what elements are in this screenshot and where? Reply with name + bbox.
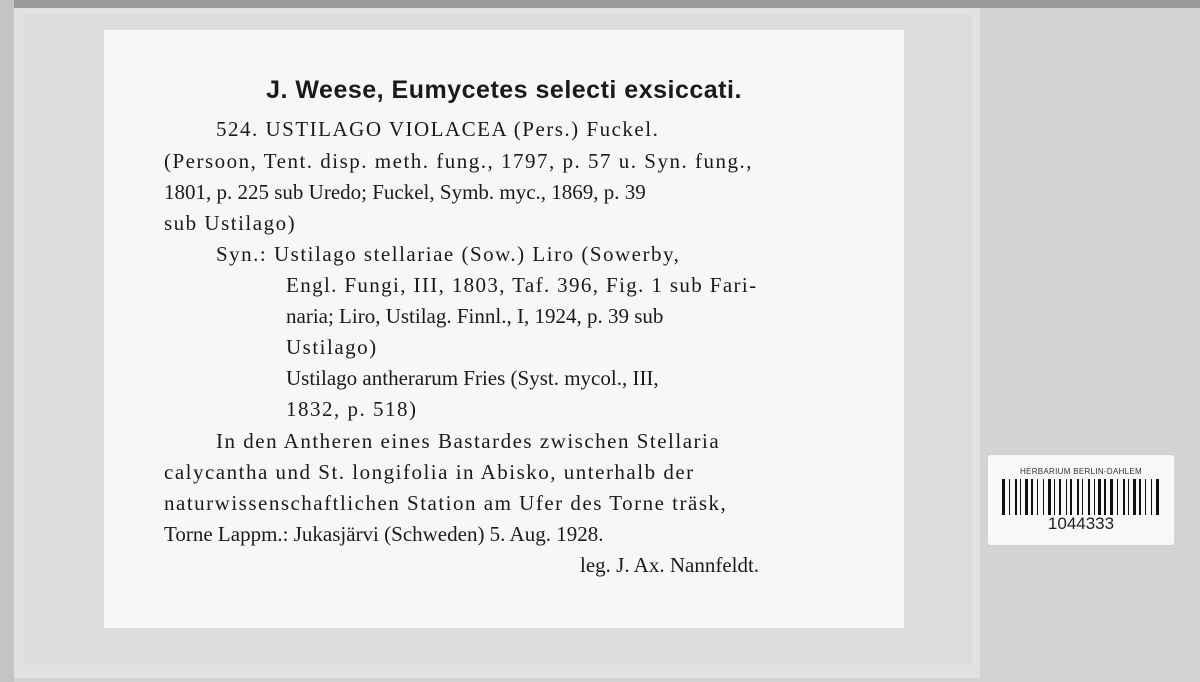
barcode-bar xyxy=(1043,479,1044,515)
barcode-bar xyxy=(1145,479,1146,515)
label-title: J. Weese, Eumycetes selecti exsiccati. xyxy=(266,76,742,104)
synonym-line-5: Ustilago antherarum Fries (Syst. mycol., III, xyxy=(286,366,659,390)
top-edge-strip xyxy=(0,0,1200,8)
locality-line-3: naturwissenschaftlichen Station am Ufer des Torne träsk, xyxy=(164,491,728,515)
barcode-bar xyxy=(1031,479,1033,515)
citation-line-2: 1801, p. 225 sub Uredo; Fuckel, Symb. myc., 1869, p. 39 xyxy=(164,180,646,204)
barcode-bar xyxy=(1094,479,1095,515)
barcode-header: HERBARIUM BERLIN-DAHLEM xyxy=(1019,467,1143,476)
barcode-bar xyxy=(1009,479,1010,515)
barcode-bar xyxy=(1117,479,1118,515)
citation-line-1: (Persoon, Tent. disp. meth. fung., 1797, p. 57 u. Syn. fung., xyxy=(164,149,753,173)
barcode-label xyxy=(988,455,1174,545)
barcode-number: 1044333 xyxy=(1047,514,1115,533)
barcode-bar xyxy=(1098,479,1101,515)
barcode-bars xyxy=(1002,479,1160,515)
barcode-bar xyxy=(1104,479,1106,515)
barcode-bar xyxy=(1077,479,1079,515)
barcode-bar xyxy=(1088,479,1090,515)
locality-line-4: Torne Lappm.: Jukasjärvi (Schweden) 5. Aug. 1928. xyxy=(164,522,604,546)
barcode-bar xyxy=(1070,479,1072,515)
barcode-bar xyxy=(1156,479,1159,515)
collector-line: leg. J. Ax. Nannfeldt. xyxy=(580,553,760,577)
barcode-bar xyxy=(1128,479,1129,515)
barcode-bar xyxy=(1123,479,1125,515)
barcode-bar xyxy=(1110,479,1113,515)
barcode-bar xyxy=(1139,479,1141,515)
specimen-label xyxy=(104,30,904,628)
left-edge xyxy=(0,0,14,682)
barcode-bar xyxy=(1037,479,1038,515)
barcode-bar xyxy=(1015,479,1017,515)
synonym-line-2: Engl. Fungi, III, 1803, Taf. 396, Fig. 1 sub Fari- xyxy=(286,273,758,297)
barcode-bar xyxy=(1020,479,1021,515)
barcode-bar xyxy=(1054,479,1055,515)
barcode-bar xyxy=(1002,479,1005,515)
barcode-bar xyxy=(1025,479,1028,515)
synonym-line-4: Ustilago) xyxy=(286,335,378,359)
barcode-bar xyxy=(1066,479,1067,515)
barcode-bar xyxy=(1133,479,1136,515)
barcode-bar xyxy=(1059,479,1061,515)
citation-line-3: sub Ustilago) xyxy=(164,211,297,235)
species-heading: 524. USTILAGO VIOLACEA (Pers.) Fuckel. xyxy=(216,117,660,141)
synonym-line-6: 1832, p. 518) xyxy=(286,397,418,421)
synonym-line-3: naria; Liro, Ustilag. Finnl., I, 1924, p. 39 sub xyxy=(286,304,664,328)
barcode-bar xyxy=(1082,479,1083,515)
barcode-bar xyxy=(1048,479,1051,515)
locality-line-1: In den Antheren eines Bastardes zwischen Stellaria xyxy=(216,429,721,453)
barcode-bar xyxy=(1151,479,1152,515)
synonym-line-1: Syn.: Ustilago stellariae (Sow.) Liro (Sowerby, xyxy=(216,242,681,266)
locality-line-2: calycantha und St. longifolia in Abisko, unterhalb der xyxy=(164,460,695,484)
